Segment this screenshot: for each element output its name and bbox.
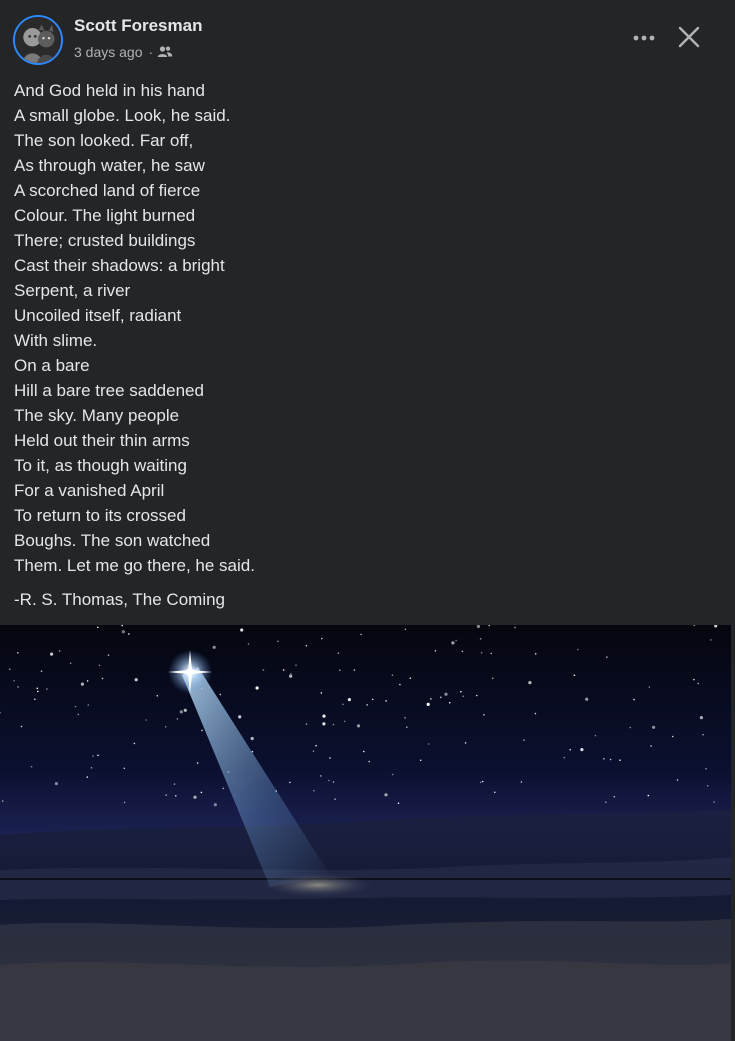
poem-line: For a vanished April bbox=[14, 481, 165, 500]
poem-line: Serpent, a river bbox=[14, 281, 131, 300]
post-image[interactable] bbox=[0, 625, 731, 1041]
post-header bbox=[0, 0, 735, 76]
poem-line: The sky. Many people bbox=[14, 406, 180, 425]
poem-line: As through water, he saw bbox=[14, 156, 205, 175]
more-options-button[interactable] bbox=[626, 24, 662, 52]
post-attribution: -R. S. Thomas, The Coming bbox=[14, 590, 226, 609]
close-button[interactable] bbox=[672, 20, 706, 54]
poem-line: Hill a bare tree saddened bbox=[14, 381, 204, 400]
poem-line: And God held in his hand bbox=[14, 81, 205, 100]
poem-line: On a bare bbox=[14, 356, 90, 375]
post-text bbox=[14, 78, 255, 578]
poem-line: The son looked. Far off, bbox=[14, 131, 194, 150]
author-name[interactable]: Scott Foresman bbox=[74, 16, 203, 35]
poem-line: Boughs. The son watched bbox=[14, 531, 211, 550]
poem-line: Cast their shadows: a bright bbox=[14, 256, 225, 275]
poem-line: Them. Let me go there, he said. bbox=[14, 556, 255, 575]
poem-line: To it, as though waiting bbox=[14, 456, 187, 475]
poem-line: With slime. bbox=[14, 331, 98, 350]
poem-line: A scorched land of fierce bbox=[14, 181, 201, 200]
poem-line: To return to its crossed bbox=[14, 506, 186, 525]
close-icon bbox=[678, 26, 700, 48]
avatar[interactable] bbox=[13, 15, 63, 65]
poem-line: Colour. The light burned bbox=[14, 206, 196, 225]
poem-line: Uncoiled itself, radiant bbox=[14, 306, 182, 325]
more-options-icon bbox=[633, 35, 655, 41]
meta-separator: · bbox=[148, 44, 154, 60]
post-timestamp[interactable]: 3 days ago bbox=[74, 44, 143, 60]
avatar-image bbox=[15, 17, 61, 63]
post-meta bbox=[74, 44, 173, 60]
poem-line: Held out their thin arms bbox=[14, 431, 190, 450]
night-sky-star-image bbox=[0, 625, 731, 1041]
image-edge bbox=[731, 625, 735, 1041]
friends-icon[interactable] bbox=[157, 45, 173, 59]
poem-line: A small globe. Look, he said. bbox=[14, 106, 231, 125]
poem-line: There; crusted buildings bbox=[14, 231, 196, 250]
